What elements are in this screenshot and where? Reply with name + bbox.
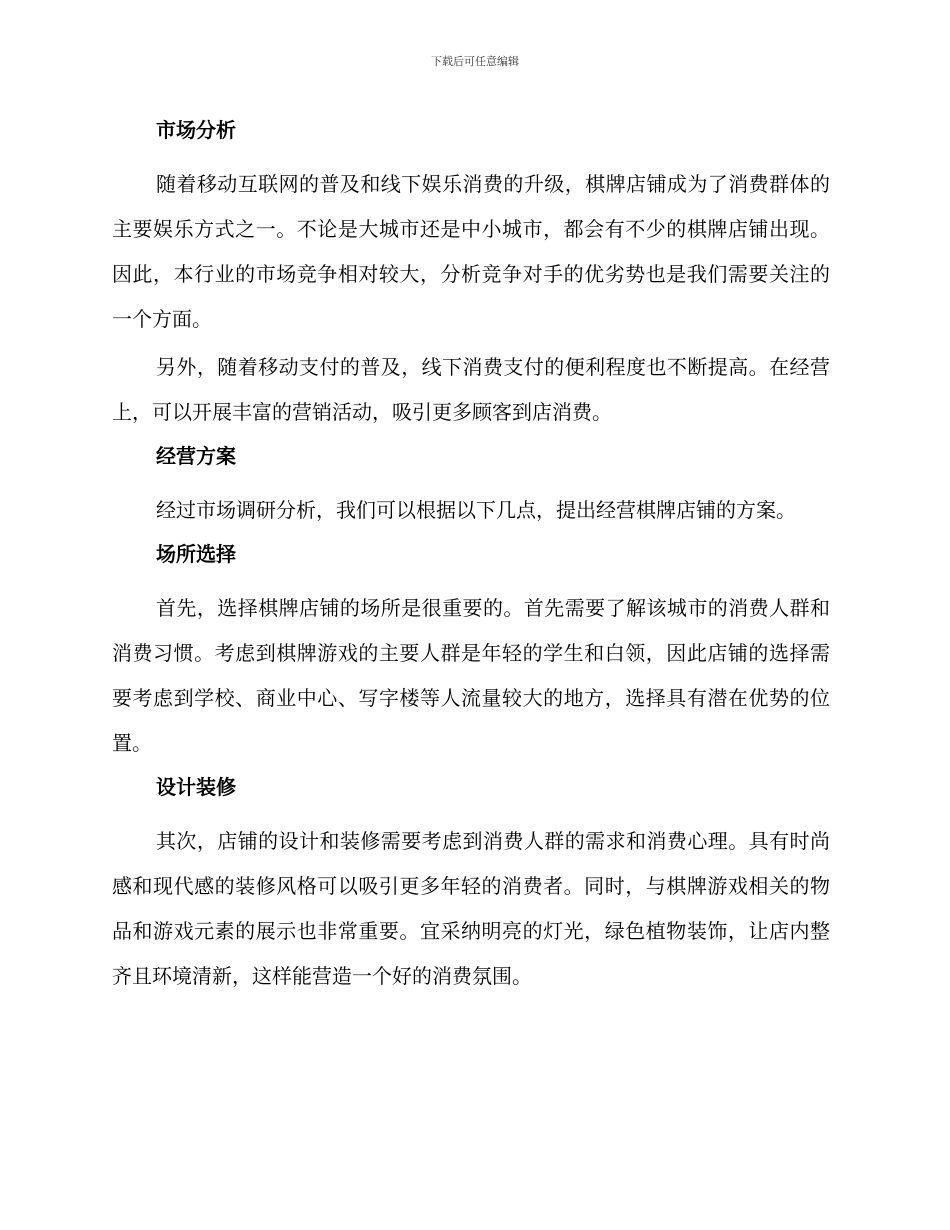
- header-note: 下载后可任意编辑: [431, 55, 519, 68]
- section-heading: 市场分析: [156, 118, 236, 142]
- paragraph: 随着移动互联网的普及和线下娱乐消费的升级，棋牌店铺成为了消费群体的主要娱乐方式之一。不论是大城市还是中小城市，都会有不少的棋牌店铺出现。因此，本行业的市场竞争相对较大，分析竞争对手的优劣势也是我们需要关注的一个方面。: [112, 172, 830, 331]
- paragraph: 其次，店铺的设计和装修需要考虑到消费人群的需求和消费心理。具有时尚感和现代感的装修风格可以吸引更多年轻的消费者。同时，与棋牌游戏相关的物品和游戏元素的展示也非常重要。宜采纳明亮的灯光，绿色植物装饰，让店内整齐且环境清新，这样能营造一个好的消费氛围。: [112, 829, 830, 988]
- section-heading: 经营方案: [156, 444, 236, 468]
- paragraph: 经过市场调研分析，我们可以根据以下几点，提出经营棋牌店铺的方案。: [156, 498, 796, 522]
- document-body: [112, 112, 830, 999]
- section-operating-plan: [112, 438, 830, 533]
- section-design-decoration: [112, 769, 830, 999]
- section-site-selection: [112, 536, 830, 766]
- section-market-analysis: [112, 112, 830, 435]
- paragraph: 另外，随着移动支付的普及，线下消费支付的便利程度也不断提高。在经营上，可以开展丰富的营销活动，吸引更多顾客到店消费。: [112, 355, 830, 424]
- paragraph: 首先，选择棋牌店铺的场所是很重要的。首先需要了解该城市的消费人群和消费习惯。考虑到棋牌游戏的主要人群是年轻的学生和白领，因此店铺的选择需要考虑到学校、商业中心、写字楼等人流量较大的地方，选择具有潜在优势的位置。: [112, 596, 830, 755]
- section-heading: 设计装修: [156, 775, 236, 799]
- section-heading: 场所选择: [156, 542, 236, 566]
